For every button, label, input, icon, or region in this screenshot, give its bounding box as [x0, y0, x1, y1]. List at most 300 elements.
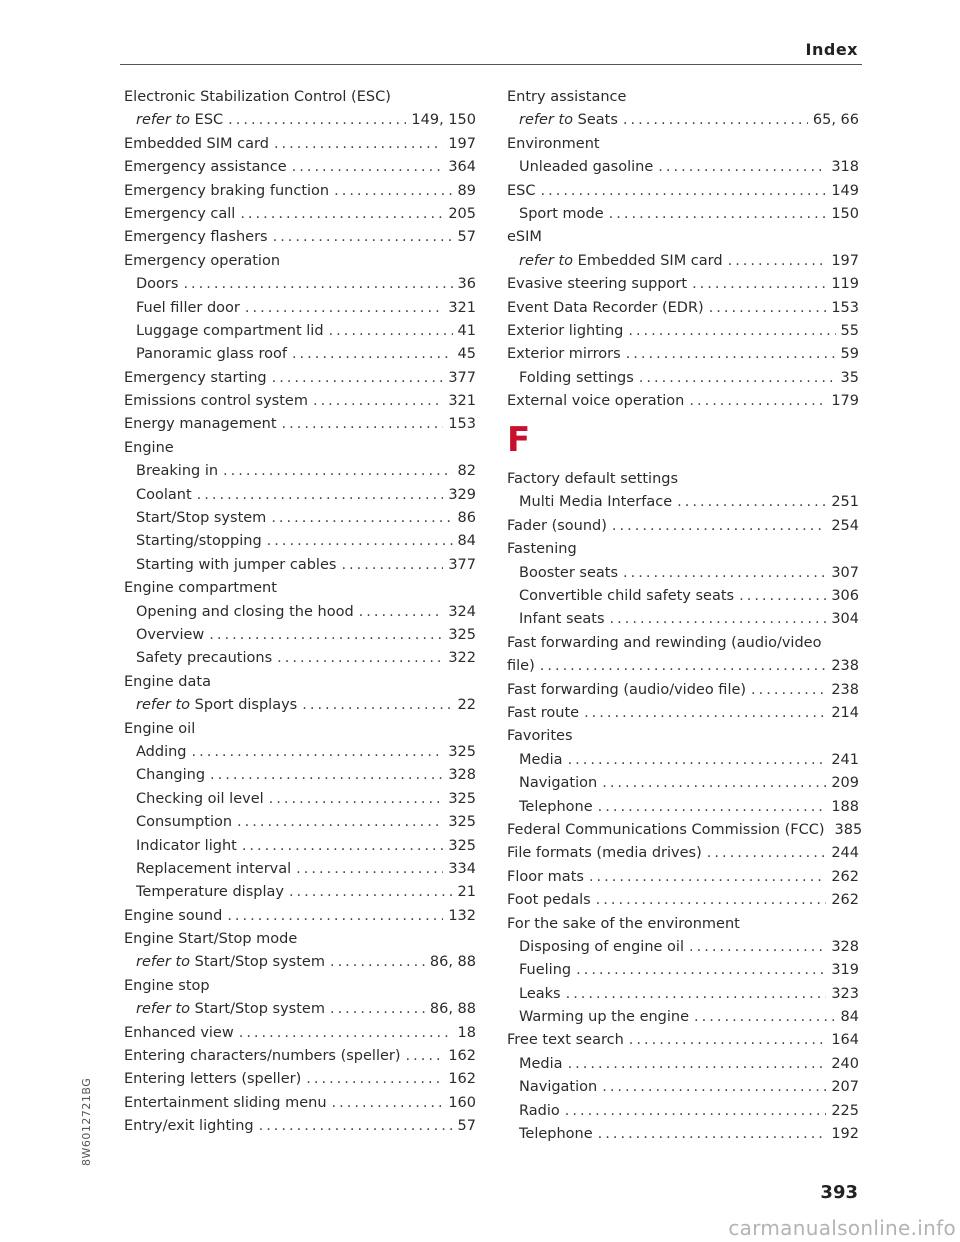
- entry-page: 179: [831, 393, 859, 410]
- entry-text: Fast route: [507, 704, 580, 721]
- dot-leader: [245, 297, 443, 319]
- dot-leader: [341, 554, 443, 576]
- entry-text: Checking oil level: [136, 790, 264, 807]
- entry-page: 160: [448, 1094, 476, 1111]
- dot-leader: [292, 343, 453, 365]
- index-entry: [507, 1076, 859, 1098]
- index-entry: [124, 601, 476, 623]
- dot-leader: [237, 811, 443, 833]
- header-divider: [120, 64, 862, 65]
- index-entry: [507, 367, 859, 389]
- entry-label: [519, 156, 653, 178]
- index-group-e: [507, 86, 859, 412]
- entry-page: 241: [831, 751, 859, 768]
- index-entry: [124, 1115, 476, 1137]
- dot-leader: [192, 741, 444, 763]
- entry-page: 209: [831, 775, 859, 792]
- entry-page: 319: [831, 962, 859, 979]
- entry-page: 153: [448, 416, 476, 433]
- entry-page: 377: [448, 369, 476, 386]
- entry-text: Navigation: [519, 1079, 598, 1096]
- entry-label: [519, 959, 571, 981]
- dot-leader: [629, 1029, 827, 1051]
- dot-leader: [183, 273, 452, 295]
- entry-page: 149: [831, 182, 859, 199]
- entry-reference-prefix: refer to: [136, 954, 191, 971]
- dot-leader: [751, 679, 826, 701]
- entry-text: Entertainment sliding menu: [124, 1094, 327, 1111]
- index-entry: [507, 632, 859, 654]
- entry-label: [136, 343, 287, 365]
- index-entry: [507, 889, 859, 911]
- entry-text: Fader (sound): [507, 517, 607, 534]
- entry-page: 329: [448, 486, 476, 503]
- page-number: 393: [820, 1182, 858, 1203]
- entry-text: Starting/stopping: [136, 533, 262, 550]
- index-entry: [507, 842, 859, 864]
- entry-page: 86, 88: [429, 1001, 476, 1018]
- dot-leader: [707, 842, 827, 864]
- entry-text: Start/Stop system: [194, 954, 325, 971]
- dot-leader: [689, 390, 826, 412]
- entry-label: [124, 180, 329, 202]
- entry-text: Replacement interval: [136, 860, 292, 877]
- entry-page: 205: [448, 205, 476, 222]
- entry-label: [519, 1123, 593, 1145]
- entry-text: Entry/exit lighting: [124, 1118, 254, 1135]
- dot-leader: [242, 835, 443, 857]
- index-entry: [124, 554, 476, 576]
- entry-label: [136, 554, 336, 576]
- dot-leader: [565, 1100, 827, 1122]
- entry-page: 22: [457, 697, 476, 714]
- index-entry: [124, 86, 476, 108]
- dot-leader: [289, 881, 453, 903]
- entry-text: Media: [519, 751, 563, 768]
- entry-text: Engine compartment: [124, 580, 277, 597]
- entry-label: [124, 1068, 301, 1090]
- entry-label: [124, 975, 210, 997]
- entry-label: [519, 608, 605, 630]
- entry-text: Embedded SIM card: [577, 252, 723, 269]
- entry-text: Energy management: [124, 416, 277, 433]
- dot-leader: [692, 273, 826, 295]
- dot-leader: [271, 507, 452, 529]
- entry-label: [136, 460, 218, 482]
- entry-page: 149, 150: [411, 112, 476, 129]
- entry-label: [136, 320, 324, 342]
- index-entry: [507, 585, 859, 607]
- entry-text: Emergency call: [124, 205, 236, 222]
- entry-page: 325: [448, 626, 476, 643]
- entry-page: 153: [831, 299, 859, 316]
- dot-leader: [694, 1006, 836, 1028]
- index-entry: [507, 608, 859, 630]
- entry-text: Emergency operation: [124, 252, 281, 269]
- entry-label: [507, 273, 687, 295]
- dot-leader: [589, 866, 826, 888]
- entry-label: [519, 772, 597, 794]
- entry-page: 45: [457, 346, 476, 363]
- entry-label: [124, 577, 277, 599]
- index-entry: [124, 1092, 476, 1114]
- dot-leader: [269, 788, 444, 810]
- entry-reference-prefix: refer to: [519, 252, 574, 269]
- entry-text: Infant seats: [519, 611, 605, 628]
- dot-leader: [302, 694, 452, 716]
- entry-label: [136, 109, 223, 131]
- entry-text: Disposing of engine oil: [519, 938, 684, 955]
- entry-text: Engine stop: [124, 977, 210, 994]
- index-entry: [124, 180, 476, 202]
- index-entry: [507, 203, 859, 225]
- index-entry: [124, 320, 476, 342]
- entry-text: Multi Media Interface: [519, 494, 673, 511]
- dot-leader: [239, 1022, 453, 1044]
- watermark: carmanualsonline.info: [728, 1216, 956, 1240]
- index-entry: [507, 320, 859, 342]
- entry-text: Emergency flashers: [124, 229, 268, 246]
- dot-leader: [540, 655, 827, 677]
- index-entry: [124, 133, 476, 155]
- entry-page: 325: [448, 837, 476, 854]
- index-entry: [124, 507, 476, 529]
- entry-label: [507, 226, 542, 248]
- entry-page: 385: [834, 821, 863, 838]
- entry-page: 57: [457, 229, 476, 246]
- entry-text: Telephone: [519, 798, 593, 815]
- entry-label: [136, 881, 284, 903]
- entry-label: [136, 297, 240, 319]
- entry-text: Emergency starting: [124, 369, 267, 386]
- index-group-f: [507, 468, 863, 1145]
- entry-label: [519, 1006, 689, 1028]
- entry-label: [519, 367, 634, 389]
- entry-text: Fast forwarding (audio/video file): [507, 681, 747, 698]
- index-entry: [124, 975, 476, 997]
- entry-label: [507, 86, 626, 108]
- entry-text: Fast forwarding and rewinding (audio/video: [507, 634, 822, 651]
- entry-label: [136, 835, 237, 857]
- entry-text: ESC: [507, 182, 536, 199]
- entry-page: 328: [448, 767, 476, 784]
- entry-page: 254: [831, 517, 859, 534]
- entry-text: Safety precautions: [136, 650, 273, 667]
- index-entry: [507, 297, 859, 319]
- entry-text: Convertible child safety seats: [519, 588, 735, 605]
- entry-text: ESC: [194, 112, 224, 129]
- entry-text: Panoramic glass roof: [136, 346, 287, 363]
- entry-page: 324: [448, 603, 476, 620]
- index-entry: [124, 390, 476, 412]
- index-entry: [124, 226, 476, 248]
- index-entry: [124, 367, 476, 389]
- entry-label: [507, 343, 621, 365]
- dot-leader: [609, 203, 827, 225]
- dot-leader: [602, 772, 826, 794]
- entry-label: [124, 718, 195, 740]
- index-entry: [124, 460, 476, 482]
- entry-text: Entering characters/numbers (speller): [124, 1048, 401, 1065]
- index-entry: [124, 413, 476, 435]
- entry-text: Start/Stop system: [194, 1001, 325, 1018]
- dot-leader: [626, 343, 836, 365]
- entry-text: File formats (media drives): [507, 845, 702, 862]
- entry-label: [507, 1029, 624, 1051]
- index-entry: [124, 671, 476, 693]
- entry-page: 325: [448, 814, 476, 831]
- entry-label: [124, 413, 277, 435]
- dot-leader: [334, 180, 452, 202]
- entry-label: [124, 1045, 401, 1067]
- entry-page: 318: [831, 159, 859, 176]
- dot-leader: [728, 250, 827, 272]
- entry-page: 240: [831, 1055, 859, 1072]
- dot-leader: [329, 320, 453, 342]
- entry-label: [136, 811, 232, 833]
- entry-page: 364: [448, 159, 476, 176]
- index-entry: [124, 764, 476, 786]
- index-entry: [124, 951, 476, 973]
- entry-page: 323: [831, 985, 859, 1002]
- entry-page: 251: [831, 494, 859, 511]
- dot-leader: [568, 1053, 827, 1075]
- entry-label: [507, 468, 678, 490]
- entry-text: Doors: [136, 276, 179, 293]
- dot-leader: [709, 297, 827, 319]
- entry-text: Exterior lighting: [507, 322, 624, 339]
- dot-leader: [267, 530, 453, 552]
- entry-label: [136, 530, 262, 552]
- entry-label: [136, 764, 205, 786]
- index-entry: [124, 858, 476, 880]
- entry-label: [507, 725, 573, 747]
- index-entry: [124, 905, 476, 927]
- entry-page: 86, 88: [429, 954, 476, 971]
- index-entry: [124, 203, 476, 225]
- index-entry: [124, 881, 476, 903]
- dot-leader: [296, 858, 443, 880]
- dot-leader: [612, 515, 826, 537]
- index-entry: [507, 180, 859, 202]
- entry-label: [519, 1100, 560, 1122]
- entry-page: 244: [831, 845, 859, 862]
- entry-page: 334: [448, 860, 476, 877]
- index-entry: [507, 913, 859, 935]
- index-entry: [507, 156, 859, 178]
- dot-leader: [739, 585, 826, 607]
- entry-text: For the sake of the environment: [507, 915, 740, 932]
- entry-page: 306: [831, 588, 859, 605]
- dot-leader: [330, 951, 425, 973]
- index-entry: [507, 866, 859, 888]
- dot-leader: [689, 936, 826, 958]
- entry-text: Breaking in: [136, 463, 219, 480]
- entry-label: [136, 484, 192, 506]
- dot-leader: [677, 491, 826, 513]
- dot-leader: [197, 484, 444, 506]
- entry-text: Media: [519, 1055, 563, 1072]
- entry-page: 197: [831, 252, 859, 269]
- index-entry: [124, 343, 476, 365]
- entry-label: [124, 226, 268, 248]
- index-entry: [124, 624, 476, 646]
- entry-label: [124, 1115, 254, 1137]
- entry-text: Evasive steering support: [507, 276, 688, 293]
- entry-label: [136, 951, 325, 973]
- document-code: 8W6012721BG: [80, 1077, 93, 1166]
- entry-text: Fuel filler door: [136, 299, 240, 316]
- index-entry: [124, 928, 476, 950]
- entry-reference-prefix: refer to: [519, 112, 574, 129]
- entry-page: 21: [457, 884, 476, 901]
- index-entry: [507, 109, 859, 131]
- dot-leader: [209, 624, 443, 646]
- entry-text: Electronic Stabilization Control (ESC): [124, 89, 391, 105]
- entry-label: [507, 913, 740, 935]
- entry-label: [136, 788, 264, 810]
- entry-text: eSIM: [507, 229, 542, 246]
- entry-page: 197: [448, 135, 476, 152]
- dot-leader: [282, 413, 444, 435]
- entry-text: Opening and closing the hood: [136, 603, 354, 620]
- entry-label: [507, 655, 535, 677]
- index-entry: [124, 109, 476, 131]
- entry-label: [124, 133, 269, 155]
- entry-text: Floor mats: [507, 868, 584, 885]
- entry-text: Start/Stop system: [136, 510, 267, 527]
- entry-label: [519, 491, 672, 513]
- entry-text: Engine data: [124, 673, 211, 690]
- dot-leader: [406, 1045, 444, 1067]
- entry-label: [519, 796, 593, 818]
- entry-page: 262: [831, 892, 859, 909]
- entry-page: 35: [840, 369, 859, 386]
- dot-leader: [541, 180, 827, 202]
- index-entry: [124, 484, 476, 506]
- entry-text: Luggage compartment lid: [136, 322, 324, 339]
- index-column-left: [124, 86, 476, 1139]
- entry-text: Environment: [507, 135, 600, 152]
- entry-page: 89: [457, 182, 476, 199]
- entry-text: Free text search: [507, 1032, 624, 1049]
- dot-leader: [228, 109, 406, 131]
- dot-leader: [639, 367, 836, 389]
- entry-page: 188: [831, 798, 859, 815]
- index-column-right: [507, 86, 863, 1146]
- entry-page: 84: [840, 1009, 859, 1026]
- index-entry: [124, 250, 476, 272]
- index-entry: [507, 819, 863, 841]
- entry-label: [136, 694, 297, 716]
- entry-page: 41: [457, 322, 476, 339]
- entry-text: Fastening: [507, 541, 577, 558]
- entry-page: 262: [831, 868, 859, 885]
- entry-text: Embedded SIM card: [124, 135, 269, 152]
- entry-text: Radio: [519, 1102, 560, 1119]
- index-entry: [507, 1100, 859, 1122]
- entry-reference-prefix: refer to: [136, 112, 191, 129]
- entry-label: [136, 601, 354, 623]
- index-entry: [507, 86, 859, 108]
- dot-leader: [576, 959, 826, 981]
- index-entry: [507, 343, 859, 365]
- entry-label: [124, 203, 235, 225]
- index-entry: [507, 959, 859, 981]
- entry-label: [124, 86, 391, 108]
- index-entry: [124, 811, 476, 833]
- entry-page: 55: [840, 322, 859, 339]
- entry-page: 214: [831, 704, 859, 721]
- index-entry: [507, 702, 859, 724]
- entry-text: External voice operation: [507, 393, 685, 410]
- entry-page: 162: [448, 1048, 476, 1065]
- dot-leader: [274, 133, 443, 155]
- entry-label: [507, 390, 684, 412]
- entry-text: Foot pedals: [507, 892, 591, 909]
- entry-page: 82: [457, 463, 476, 480]
- entry-label: [519, 1076, 597, 1098]
- entry-label: [124, 437, 174, 459]
- index-entry: [507, 538, 859, 560]
- entry-text: Engine Start/Stop mode: [124, 931, 298, 948]
- entry-label: [507, 632, 821, 654]
- entry-text: Temperature display: [136, 884, 284, 901]
- entry-text: Unleaded gasoline: [519, 159, 654, 176]
- page-title: Index: [805, 40, 858, 59]
- entry-page: 207: [831, 1079, 859, 1096]
- dot-leader: [623, 562, 826, 584]
- index-entry: [507, 725, 859, 747]
- dot-leader: [658, 156, 826, 178]
- entry-label: [136, 624, 204, 646]
- dot-leader: [306, 1068, 443, 1090]
- entry-page: 325: [448, 743, 476, 760]
- entry-page: 377: [448, 556, 476, 573]
- entry-label: [519, 983, 561, 1005]
- entry-text: Starting with jumper cables: [136, 556, 337, 573]
- section-letter: F: [507, 420, 531, 461]
- entry-text: Entry assistance: [507, 89, 627, 105]
- entry-reference-prefix: refer to: [136, 1001, 191, 1018]
- index-entry: [507, 491, 859, 513]
- index-entry: [507, 1123, 859, 1145]
- dot-leader: [566, 983, 827, 1005]
- entry-label: [519, 203, 604, 225]
- entry-text: Favorites: [507, 728, 573, 745]
- entry-label: [507, 866, 584, 888]
- entry-label: [519, 109, 618, 131]
- entry-text: Changing: [136, 767, 206, 784]
- index-entry: [507, 250, 859, 272]
- entry-label: [124, 367, 267, 389]
- index-entry: [507, 983, 859, 1005]
- entry-text: Engine sound: [124, 907, 223, 924]
- entry-text: Sport displays: [194, 697, 298, 714]
- entry-text: Emergency assistance: [124, 159, 287, 176]
- dot-leader: [227, 905, 443, 927]
- entry-text: Engine oil: [124, 720, 196, 737]
- entry-label: [519, 749, 563, 771]
- entry-label: [507, 320, 623, 342]
- index-entry: [507, 1006, 859, 1028]
- entry-label: [136, 647, 272, 669]
- entry-label: [124, 671, 211, 693]
- entry-text: Adding: [136, 743, 187, 760]
- entry-text: Seats: [577, 112, 618, 129]
- index-entry: [507, 562, 859, 584]
- entry-text: Consumption: [136, 814, 233, 831]
